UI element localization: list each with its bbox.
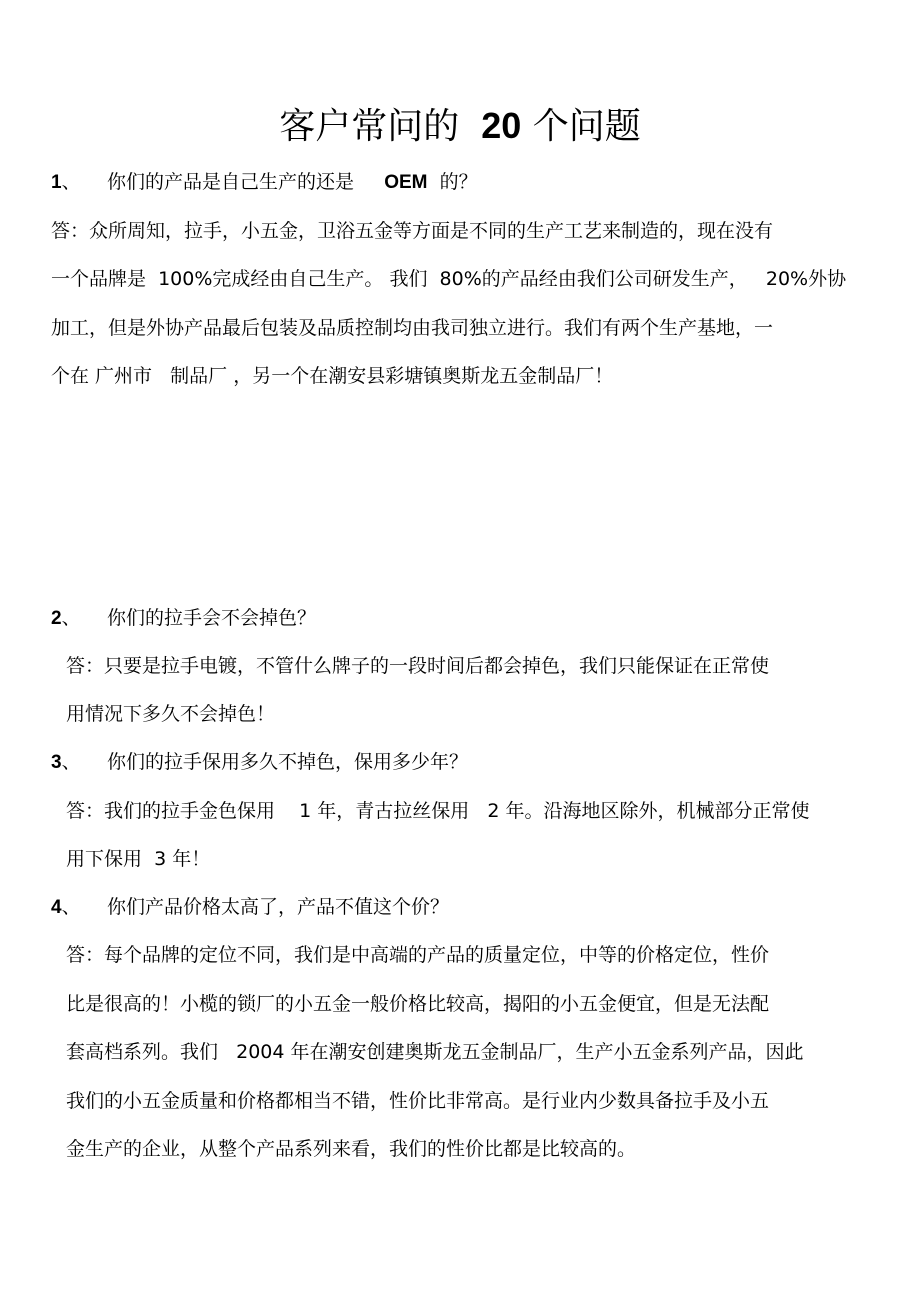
question-text-end: 的？: [439, 171, 478, 193]
question-2: [51, 603, 316, 634]
question-number: 1、: [51, 172, 81, 193]
answer-4-line-5: 金生产的企业，从整个产品系列来看，我们的性价比都是比较高的。: [66, 1138, 637, 1160]
answer-1-line-2: 一个品牌是 100%完成经由自己生产。 我们 80%的产品经由我们公司研发生产， 20%外协: [51, 268, 847, 290]
question-text: 你们的拉手会不会掉色？: [107, 607, 317, 629]
answer-2-line-1: 答：只要是拉手电镀，不管什么牌子的一段时间后都会掉色，我们只能保证在正常使: [66, 655, 770, 677]
question-number: 2、: [51, 608, 81, 629]
title-number: 20: [481, 105, 522, 146]
question-4: [51, 892, 449, 923]
question-number: 4、: [51, 897, 81, 918]
answer-4-line-2: 比是很高的！小榄的锁厂的小五金一般价格比较高，揭阳的小五金便宜，但是无法配: [66, 993, 770, 1015]
question-text: 你们产品价格太高了，产品不值这个价？: [107, 896, 450, 918]
question-text: 你们的拉手保用多久不掉色，保用多少年？: [107, 751, 469, 773]
answer-1-line-3: 加工，但是外协产品最后包装及品质控制均由我司独立进行。我们有两个生产基地，一: [51, 317, 774, 339]
question-number: 3、: [51, 752, 81, 773]
question-3: [51, 747, 468, 778]
answer-1-line-1: 答：众所周知，拉手，小五金，卫浴五金等方面是不同的生产工艺来制造的，现在没有: [51, 220, 774, 242]
answer-3-line-1: 答：我们的拉手金色保用 1 年，青古拉丝保用 2 年。沿海地区除外，机械部分正常使: [66, 800, 810, 822]
title-text: 客户常问的: [279, 106, 460, 147]
answer-4-line-4: 我们的小五金质量和价格都相当不错，性价比非常高。是行业内少数具备拉手及小五: [66, 1090, 770, 1112]
answer-4-line-3: 套高档系列。我们 2004 年在潮安创建奥斯龙五金制品厂，生产小五金系列产品，因此: [66, 1041, 804, 1063]
answer-4-line-1: 答：每个品牌的定位不同，我们是中高端的产品的质量定位，中等的价格定位，性价: [66, 944, 770, 966]
answer-3-line-2: 用下保用 3 年！: [66, 848, 211, 870]
question-1: [51, 167, 478, 198]
answer-2-line-2: 用情况下多久不会掉色！: [66, 703, 276, 725]
question-text: 你们的产品是自己生产的还是: [107, 171, 355, 193]
title-suffix: 个问题: [532, 106, 641, 147]
answer-1-line-4: 个在 广州市 制品厂 ，另一个在潮安县彩塘镇奥斯龙五金制品厂！: [51, 365, 614, 387]
question-term: OEM: [384, 172, 428, 193]
page-title: [0, 96, 920, 157]
